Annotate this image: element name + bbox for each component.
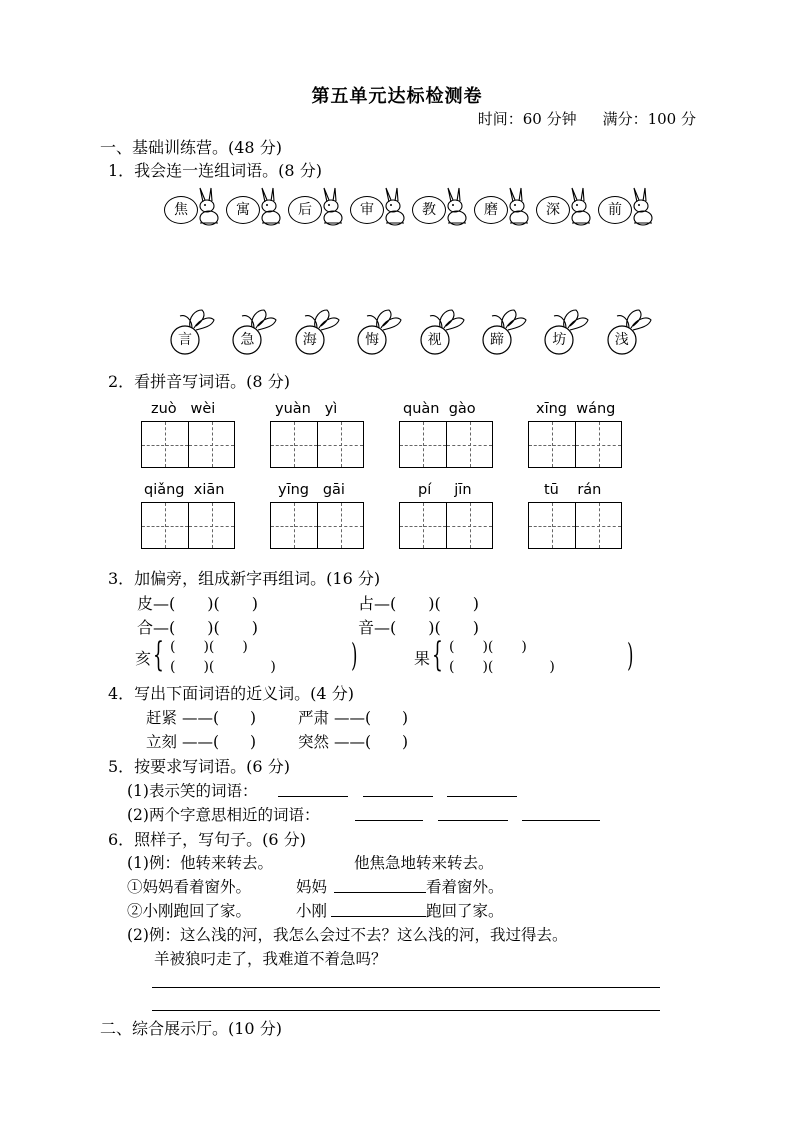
radish-char[interactable]: 视 bbox=[427, 332, 442, 348]
synonym-item[interactable]: 赶紧 ——( ) bbox=[146, 709, 257, 727]
q5-item-2: (2)两个字意思相近的词语： bbox=[127, 806, 320, 824]
writing-grid[interactable] bbox=[141, 421, 235, 468]
answer-blank[interactable] bbox=[355, 820, 423, 821]
time-score-info bbox=[452, 108, 696, 129]
writing-grid[interactable] bbox=[528, 502, 622, 549]
radish-item bbox=[228, 306, 290, 356]
word-item bbox=[536, 186, 598, 226]
q1-label: 1．我会连一连组词语。(8 分) bbox=[108, 161, 322, 180]
q6-example-2: (2)例：这么浅的河，我怎么会过不去？这么浅的河，我过得去。 bbox=[127, 926, 568, 944]
pinyin-label: tū rán bbox=[544, 482, 602, 498]
radish-char[interactable]: 悔 bbox=[365, 332, 380, 348]
radish-item bbox=[166, 306, 228, 356]
answer-blank[interactable] bbox=[334, 892, 426, 893]
char-oval[interactable]: 后 bbox=[288, 196, 322, 224]
brace-char: 果 bbox=[414, 649, 431, 668]
rabbit-icon bbox=[628, 186, 658, 226]
q4-label: 4．写出下面词语的近义词。(4 分) bbox=[108, 684, 354, 703]
radish-item bbox=[353, 306, 415, 356]
char-oval[interactable]: 审 bbox=[350, 196, 384, 224]
radish-item bbox=[291, 306, 353, 356]
answer-blank[interactable] bbox=[438, 820, 508, 821]
writing-grid[interactable] bbox=[270, 502, 364, 549]
answer-blank[interactable] bbox=[363, 796, 433, 797]
rabbit-icon bbox=[504, 186, 534, 226]
radish-item bbox=[540, 306, 602, 356]
pinyin-label: quàn gào bbox=[403, 401, 476, 417]
radish-char[interactable]: 蹄 bbox=[489, 332, 504, 348]
brace-line[interactable]: ( )( ) bbox=[170, 659, 276, 675]
word-item bbox=[226, 186, 288, 226]
q6-sentence-1-start: 妈妈 bbox=[296, 878, 328, 896]
q6-sentence-1-end: 看着窗外。 bbox=[426, 878, 504, 896]
answer-blank[interactable] bbox=[447, 796, 517, 797]
radish-item bbox=[478, 306, 540, 356]
time-limit: 时间：60 分钟 bbox=[477, 110, 577, 128]
section2-heading: 二、综合展示厅。(10 分) bbox=[100, 1019, 282, 1038]
q6-example-1: (1)例：他转来转去。 bbox=[127, 854, 273, 872]
writing-grid[interactable] bbox=[399, 421, 493, 468]
synonym-item[interactable]: 突然 ——( ) bbox=[298, 733, 409, 751]
bottom-word-row bbox=[166, 306, 665, 356]
radish-char[interactable]: 急 bbox=[240, 332, 255, 348]
full-score: 满分：100 分 bbox=[602, 110, 696, 128]
q6-question: 羊被狼叼走了，我难道不着急吗？ bbox=[154, 950, 387, 968]
radical-row[interactable]: 音—( )( ) bbox=[358, 618, 479, 637]
writing-grid[interactable] bbox=[270, 421, 364, 468]
q6-sentence-1: ①妈妈看着窗外。 bbox=[127, 878, 252, 896]
q5-item-1: (1)表示笑的词语： bbox=[127, 782, 258, 800]
radical-row[interactable]: 合—( )( ) bbox=[137, 618, 258, 637]
pinyin-label: yīng gāi bbox=[278, 482, 345, 498]
radish-char[interactable]: 言 bbox=[178, 332, 192, 348]
brace-line[interactable]: ( )( ) bbox=[449, 659, 555, 675]
pinyin-label: pí jīn bbox=[418, 482, 472, 498]
rabbit-icon bbox=[442, 186, 472, 226]
writing-grid[interactable] bbox=[399, 502, 493, 549]
close-paren-icon: ) bbox=[627, 636, 634, 674]
q6-sentence-2-start: 小刚 bbox=[296, 902, 328, 920]
q5-label: 5．按要求写词语。(6 分) bbox=[108, 757, 290, 776]
answer-blank[interactable] bbox=[331, 916, 426, 917]
answer-line[interactable] bbox=[152, 1010, 660, 1011]
q6-label: 6．照样子，写句子。(6 分) bbox=[108, 830, 306, 849]
brace-line[interactable]: ( )( ) bbox=[449, 639, 527, 655]
top-word-row bbox=[164, 186, 660, 226]
word-item bbox=[412, 186, 474, 226]
brace-icon: { bbox=[432, 635, 443, 675]
q6-sentence-2-end: 跑回了家。 bbox=[426, 902, 504, 920]
rabbit-icon bbox=[318, 186, 348, 226]
radish-item bbox=[603, 306, 665, 356]
q6-sentence-2: ②小刚跑回了家。 bbox=[127, 902, 252, 920]
radish-char[interactable]: 浅 bbox=[614, 332, 629, 348]
radish-char[interactable]: 海 bbox=[302, 332, 317, 348]
answer-line[interactable] bbox=[152, 987, 660, 988]
word-item bbox=[164, 186, 226, 226]
pinyin-label: qiǎng xiān bbox=[144, 482, 225, 498]
rabbit-icon bbox=[194, 186, 224, 226]
synonym-item[interactable]: 立刻 ——( ) bbox=[146, 733, 257, 751]
word-item bbox=[598, 186, 660, 226]
char-oval[interactable]: 寓 bbox=[226, 196, 260, 224]
pinyin-label: xīng wáng bbox=[536, 401, 616, 417]
char-oval[interactable]: 教 bbox=[412, 196, 446, 224]
page-title: 第五单元达标检测卷 bbox=[311, 86, 483, 107]
brace-char: 亥 bbox=[135, 649, 152, 668]
char-oval[interactable]: 磨 bbox=[474, 196, 508, 224]
brace-icon: { bbox=[153, 635, 164, 675]
q6-example-1-answer: 他焦急地转来转去。 bbox=[354, 854, 494, 872]
answer-blank[interactable] bbox=[278, 796, 348, 797]
rabbit-icon bbox=[256, 186, 286, 226]
char-oval[interactable]: 焦 bbox=[164, 196, 198, 224]
char-oval[interactable]: 深 bbox=[536, 196, 570, 224]
word-item bbox=[474, 186, 536, 226]
radical-row[interactable]: 占—( )( ) bbox=[358, 594, 479, 613]
writing-grid[interactable] bbox=[528, 421, 622, 468]
q3-label: 3．加偏旁，组成新字再组词。(16 分) bbox=[108, 569, 381, 588]
writing-grid[interactable] bbox=[141, 502, 235, 549]
char-oval[interactable]: 前 bbox=[598, 196, 632, 224]
brace-line[interactable]: ( )( ) bbox=[170, 639, 248, 655]
q2-label: 2．看拼音写词语。(8 分) bbox=[108, 372, 290, 391]
pinyin-label: yuàn yì bbox=[275, 401, 338, 417]
section1-heading: 一、基础训练营。(48 分) bbox=[100, 138, 282, 157]
rabbit-icon bbox=[566, 186, 596, 226]
radish-char[interactable]: 坊 bbox=[552, 332, 567, 348]
rabbit-icon bbox=[380, 186, 410, 226]
synonym-item[interactable]: 严肃 ——( ) bbox=[298, 709, 409, 727]
word-item bbox=[350, 186, 412, 226]
pinyin-label: zuò wèi bbox=[151, 401, 216, 417]
word-item bbox=[288, 186, 350, 226]
radish-item bbox=[416, 306, 478, 356]
radical-row[interactable]: 皮—( )( ) bbox=[137, 594, 258, 613]
close-paren-icon: ) bbox=[351, 636, 358, 674]
answer-blank[interactable] bbox=[522, 820, 600, 821]
